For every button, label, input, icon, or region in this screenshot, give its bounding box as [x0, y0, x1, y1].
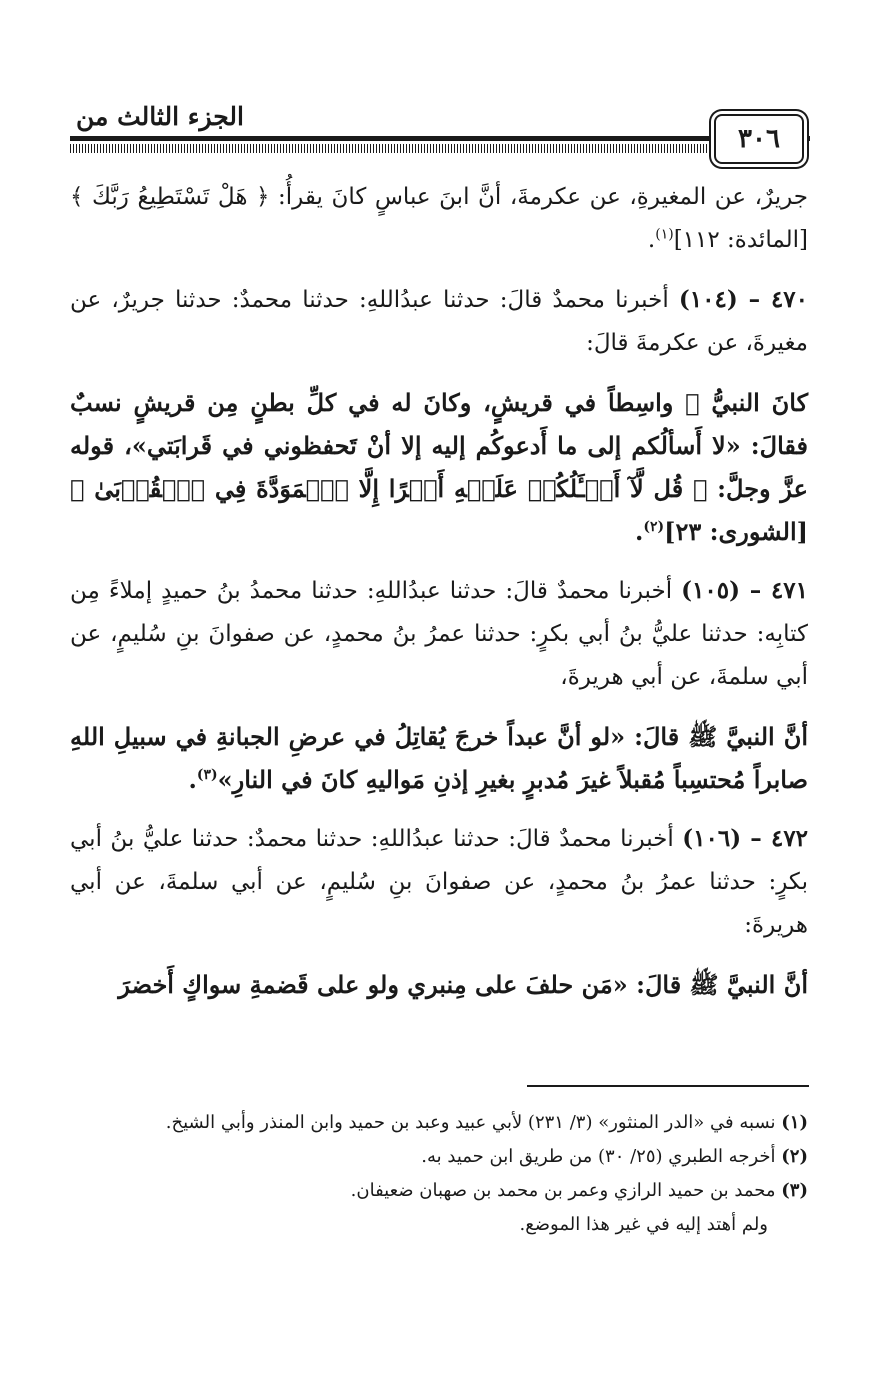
isnad-paragraph — [70, 817, 808, 947]
footnote-ref: (٣) — [196, 767, 218, 783]
footnote — [70, 1140, 808, 1174]
matn-text: أنَّ النبيَّ ﷺ قالَ: «لو أنَّ عبداً خرجَ يُقاتِلُ في عرضِ الجبانةِ في سبيلِ اللهِ صابراً مُحتسِباً مُقبلاً غيرَ مُدبرٍ بغيرِ إذنِ مَواليهِ كانَ في النارِ» — [70, 722, 808, 794]
paragraph-end: . — [647, 227, 656, 253]
header-rule-thick — [70, 136, 810, 141]
paragraph-continuation — [70, 176, 808, 262]
page-number: ٣٠٦ — [714, 114, 804, 164]
isnad-text: أخبرنا محمدٌ قالَ: حدثنا عبدُاللهِ: حدثنا محمدٌ: حدثنا جريرٌ، عن مغيرةَ، عن عكرمةَ قالَ: — [70, 287, 808, 356]
footnote-number: (٣) — [781, 1180, 808, 1201]
footnote-text: أخرجه الطبري (٢٥/ ٣٠) من طريق ابن حميد به. — [421, 1146, 776, 1167]
paragraph-end: . — [188, 765, 197, 794]
hadith-text — [70, 715, 808, 801]
footnote — [70, 1174, 808, 1208]
main-text — [70, 176, 808, 1022]
hadith-number: ٤٧٠ – (١٠٤) — [678, 286, 808, 313]
paragraph-text: جريرٌ، عن المغيرةِ، عن عكرمةَ، أنَّ ابنَ عباسٍ كانَ يقرأُ: ﴿ هَلْ تَسْتَطِيعُ رَبَّكَ ﴾ [المائدة: ١١٢] — [70, 184, 808, 253]
hadith-text — [70, 963, 808, 1006]
page-header — [70, 100, 810, 170]
footnote-ref: (١) — [655, 226, 674, 243]
isnad-text: أخبرنا محمدٌ قالَ: حدثنا عبدُاللهِ: حدثنا محمدُ بنُ حميدٍ إملاءً مِن كتابِه: حدثنا عليُّ بنُ أبي بكرٍ: حدثنا عمرُ بنُ محمدٍ، عن صفوانَ بنِ سُليمٍ، عن أبي سلمةَ، عن أبي هريرةَ، — [70, 578, 808, 690]
footnote — [70, 1106, 808, 1140]
running-title: الجزء الثالث من — [76, 102, 244, 131]
footnote-number: (٢) — [781, 1146, 808, 1167]
isnad-text: أخبرنا محمدٌ قالَ: حدثنا عبدُاللهِ: حدثنا محمدٌ: حدثنا عليُّ بنُ أبي بكرٍ: حدثنا عمرُ بنُ محمدٍ، عن صفوانَ بنِ سُليمٍ، عن أبي سلمةَ، عن أبي هريرةَ: — [70, 826, 808, 938]
hadith-number: ٤٧١ – (١٠٥) — [681, 577, 808, 604]
header-rule-hatched — [70, 144, 810, 153]
hadith-text — [70, 381, 808, 553]
footnote-ref: (٢) — [643, 519, 665, 535]
isnad-paragraph — [70, 278, 808, 365]
hadith-number: ٤٧٢ – (١٠٦) — [682, 825, 809, 852]
paragraph-end: . — [634, 517, 644, 546]
matn-text: كانَ النبيُّ ﷺ واسِطاً في قريشٍ، وكانَ له في كلِّ بطنٍ مِن قريشٍ نسبٌ فقالَ: «لا أَسألُكم إلى ما أَدعوكُم إليه إلا أنْ تَحفظوني في قَرابَتي»، قوله عزَّ وجلَّ: ﴿ قُل لَّآ أَسۡـَٔلُكُمۡ عَلَيۡهِ أَجۡرًا إِلَّا ٱلۡمَوَدَّةَ فِي ٱلۡقُرۡبَىٰ ﴾ [الشورى: ٢٣] — [70, 388, 808, 546]
footnote-separator — [527, 1085, 809, 1087]
footnote-number: (١) — [781, 1112, 808, 1133]
footnotes — [70, 1106, 808, 1242]
matn-text: أنَّ النبيَّ ﷺ قالَ: «مَن حلفَ على مِنبري ولو على قَضمةِ سواكٍ أَخضرَ — [118, 970, 808, 999]
footnote-text: نسبه في «الدر المنثور» (٣/ ٢٣١) لأبي عبيد وعبد بن حميد وابن المنذر وأبي الشيخ. — [165, 1112, 776, 1133]
footnote-text: محمد بن حميد الرازي وعمر بن محمد بن صهبان ضعيفان. — [350, 1180, 776, 1201]
footnote-text: ولم أهتد إليه في غير هذا الموضع. — [519, 1214, 768, 1235]
footnote-continuation — [70, 1208, 808, 1242]
header-rule — [70, 136, 810, 156]
isnad-paragraph — [70, 569, 808, 699]
